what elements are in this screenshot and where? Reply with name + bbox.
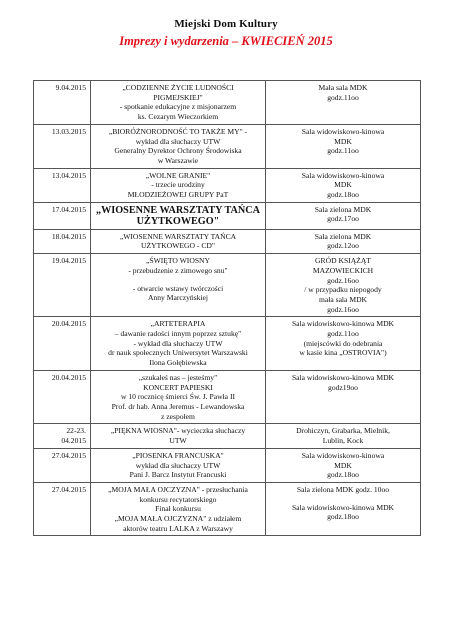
cell-line: w 10 rocznicę śmierci Św. J. Pawła II — [120, 392, 235, 402]
event-place — [266, 482, 421, 536]
cell-line: UTW — [169, 436, 187, 446]
cell-line: aktorów teatru LALKA z Warszawy — [123, 523, 233, 533]
event-description — [91, 424, 266, 448]
event-place — [266, 448, 421, 482]
cell-line: „szukałeś nas – jesteśmy" — [138, 372, 218, 382]
event-place — [266, 168, 421, 202]
event-date — [34, 81, 91, 125]
table-row — [34, 124, 421, 168]
cell-line: Ilona Gołębiewska — [149, 358, 207, 368]
cell-line: „WIOSENNE WARSZTATY TAŃCA — [96, 204, 260, 216]
cell-line: - spotkanie edukacyjne z misjonarzem — [119, 102, 237, 112]
cell-line: ks. Cezarym Wieczorkiem — [137, 112, 219, 122]
cell-line: - trzecie urodziny — [151, 180, 205, 190]
cell-line: wykład dla słuchaczy UTW — [135, 136, 221, 146]
cell-line: 17.04.2015 — [51, 204, 86, 214]
cell-line: godz.11oo — [327, 329, 359, 339]
cell-line: Sala widowiskowo-kinowa — [301, 170, 385, 180]
cell-line: godz.16oo — [327, 304, 359, 314]
event-date — [34, 254, 91, 317]
cell-line: Sala widowiskowo-kinowa MDK — [291, 502, 395, 512]
cell-line: UŻYTKOWEGO - CD" — [141, 241, 215, 251]
event-date — [34, 124, 91, 168]
event-place — [266, 317, 421, 371]
cell-line: „BIORÓŻNORODNOŚĆ TO TAKŻE MY" - — [108, 126, 248, 136]
cell-line: MDK — [334, 180, 352, 190]
cell-line: - otwarcie wstawy twórczości — [132, 283, 224, 293]
table-row — [34, 254, 421, 317]
organization-title: Miejski Dom Kultury — [174, 18, 278, 30]
table-row — [34, 370, 421, 424]
cell-line: Sala zielona MDK — [314, 231, 372, 241]
table-row — [34, 424, 421, 448]
event-description — [91, 168, 266, 202]
event-place — [266, 424, 421, 448]
event-description — [91, 81, 266, 125]
cell-line: godz.18oo — [327, 470, 359, 480]
cell-line: konkursu recytatorskiego — [139, 494, 217, 504]
cell-line: – dawanie radości innym poprzez sztukę" — [114, 329, 242, 339]
cell-line: Pani J. Barcz Instytut Francuski — [129, 470, 227, 480]
event-place — [266, 254, 421, 317]
event-place — [266, 81, 421, 125]
cell-line: mała sala MDK — [318, 294, 368, 304]
cell-line: „WIOSENNE WARSZTATY TAŃCA — [119, 231, 237, 241]
cell-line: UŻYTKOWEGO" — [136, 215, 220, 227]
cell-line: - wykład dla słuchaczy UTW — [133, 338, 223, 348]
event-description — [91, 254, 266, 317]
event-date — [34, 482, 91, 536]
cell-line: godz.17oo — [327, 214, 359, 224]
cell-line: 19.04.2015 — [51, 256, 86, 266]
cell-line: Sala widowiskowo-kinowa MDK — [291, 372, 395, 382]
table-row — [34, 202, 421, 229]
cell-line: „ŚWIĘTO WIOSNY — [145, 256, 211, 266]
cell-line: MDK — [334, 136, 352, 146]
cell-line: godz.18oo — [327, 512, 359, 522]
cell-line: godz.16oo — [327, 275, 359, 285]
cell-line: Mała sala MDK — [318, 83, 368, 92]
cell-line: 27.04.2015 — [51, 484, 86, 494]
event-date — [34, 424, 91, 448]
event-description — [91, 229, 266, 253]
event-description — [91, 124, 266, 168]
spacer — [93, 276, 263, 284]
cell-line: Sala widowiskowo-kinowa — [301, 450, 385, 460]
event-description — [91, 370, 266, 424]
cell-line: - przebudzenie z zimowego snu" — [128, 265, 228, 275]
table-row — [34, 448, 421, 482]
cell-line: Sala zielona MDK — [314, 204, 372, 214]
table-row — [34, 168, 421, 202]
event-date — [34, 317, 91, 371]
cell-line: „MOJA MAŁA OJCZYZNA" - przesłuchania — [108, 484, 248, 494]
page-subtitle: Imprezy i wydarzenia – KWIECIEŃ 2015 — [119, 34, 333, 48]
cell-line: dr nauk społecznych Uniwersytet Warszawski — [108, 348, 248, 358]
cell-line: Drohiczyn, Grabarka, Mielnik, — [296, 426, 390, 436]
cell-line: godz.18oo — [327, 190, 359, 200]
cell-line: MDK — [334, 460, 352, 470]
cell-line: „ARTETERAPIA — [150, 319, 206, 329]
event-date — [34, 168, 91, 202]
events-table — [33, 80, 421, 536]
cell-line: „WOLNE GRANIE" — [145, 170, 211, 180]
event-description — [91, 448, 266, 482]
cell-line: z zespołem — [161, 411, 195, 421]
cell-line: Prof. dr hab. Anna Jeremus - Lewandowska — [111, 401, 245, 411]
cell-line: Generalny Dyrektor Ochrony Środowiska — [114, 146, 242, 156]
event-date — [34, 202, 91, 229]
cell-line: (miejscówki do odebrania — [303, 338, 383, 348]
cell-line: godz19oo — [328, 382, 358, 392]
event-date — [34, 370, 91, 424]
cell-line: 04.2015 — [61, 436, 86, 446]
event-description — [91, 482, 266, 536]
cell-line: Anny Marczyńskiej — [147, 293, 209, 303]
cell-line: 20.04.2015 — [51, 319, 86, 329]
cell-line: Sala widowiskowo-kinowa MDK — [291, 319, 395, 329]
event-description — [91, 317, 266, 371]
cell-line: Lublin, Kock — [322, 436, 364, 446]
cell-line: KONCERT PAPIESKI — [143, 382, 213, 392]
cell-line: MAZOWIECKICH — [312, 265, 374, 275]
cell-line: Sala zielona MDK godz. 10oo — [296, 484, 390, 494]
cell-line: / w przypadku niepogody — [304, 285, 382, 295]
cell-line: 13.03.2015 — [51, 126, 86, 136]
cell-line: MŁODZIEŻOWEJ GRUPY PaT — [127, 190, 229, 200]
cell-line: „PIOSENKA FRANCUSKA" — [132, 450, 224, 460]
cell-line: 9.04.2015 — [55, 83, 86, 92]
cell-line: 22-23. — [66, 426, 86, 436]
cell-line: w Warszawie — [157, 155, 199, 165]
event-place — [266, 370, 421, 424]
cell-line: 18.04.2015 — [51, 231, 86, 241]
event-place — [266, 202, 421, 229]
event-date — [34, 229, 91, 253]
table-row — [34, 81, 421, 125]
cell-line: „MOJA MAŁA OJCZYZNA" z udziałem — [114, 514, 242, 524]
cell-line: 20.04.2015 — [51, 372, 86, 382]
cell-line: w kasie kina „OSTROVIA") — [299, 348, 387, 358]
cell-line: GRÓD KSIĄŻĄT — [315, 256, 371, 266]
cell-line: 27.04.2015 — [51, 450, 86, 460]
event-place — [266, 124, 421, 168]
cell-line: godz.12oo — [327, 241, 359, 251]
table-row — [34, 317, 421, 371]
event-date — [34, 448, 91, 482]
cell-line: 13.04.2015 — [51, 170, 86, 180]
table-row — [34, 482, 421, 536]
cell-line: Finał konkursu — [155, 504, 201, 514]
spacer — [268, 495, 418, 503]
cell-line: godz.11oo — [327, 92, 359, 102]
cell-line: „PIĘKNA WIOSNA"- wycieczka słuchaczy — [110, 426, 246, 436]
cell-line: wykład dla słuchaczy UTW — [135, 460, 221, 470]
table-row — [34, 229, 421, 253]
cell-line: Sala widowiskowo-kinowa — [301, 126, 385, 136]
event-description — [91, 202, 266, 229]
cell-line: godz.11oo — [327, 146, 359, 156]
cell-line: „CODZIENNE ŻYCIE LUDNOŚCI — [122, 83, 234, 92]
cell-line: PIGMEJSKIEJ" — [153, 92, 203, 102]
event-place — [266, 229, 421, 253]
